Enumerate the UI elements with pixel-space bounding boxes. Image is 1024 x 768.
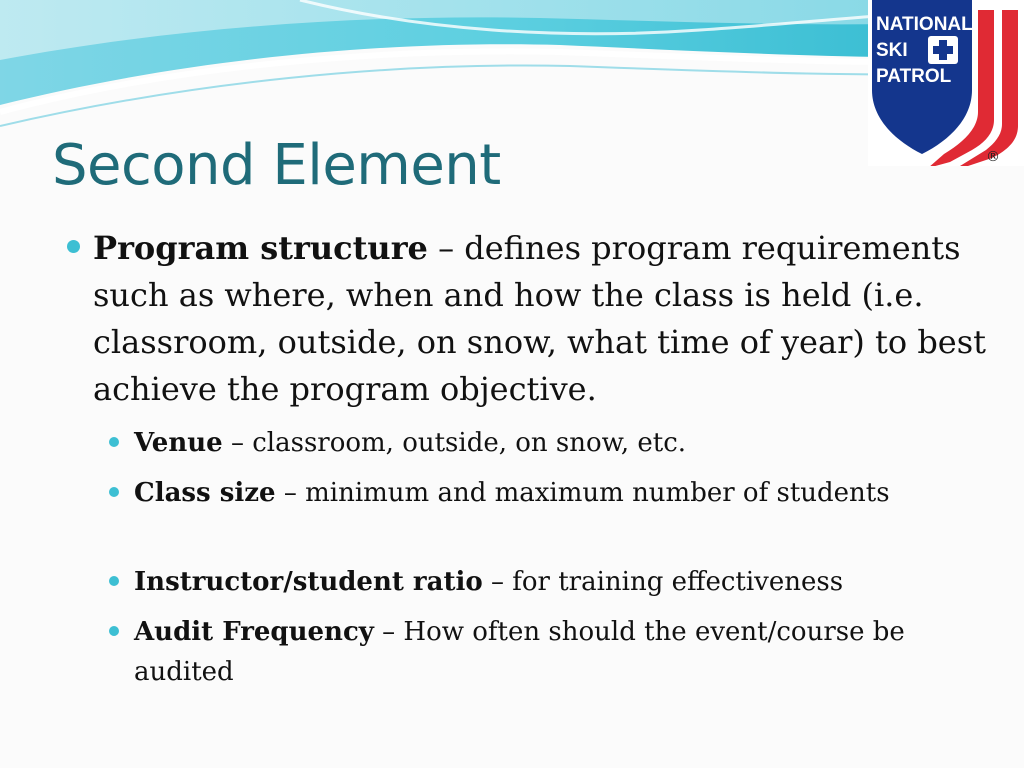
sub-bullet-dot-icon — [109, 437, 119, 447]
sub-bullet-term: Class size — [134, 478, 276, 508]
sub-bullet-class-size — [134, 473, 984, 513]
sub-bullet-term: Instructor/student ratio — [134, 567, 483, 597]
sub-bullet-term: Venue — [134, 428, 223, 458]
sub-bullet-dot-icon — [109, 576, 119, 586]
bullet-text: – defines program requirements such as where, when and how the class is held (i.e. classroom, outside, on snow, what time of year) to best achieve the program objective. — [93, 229, 987, 408]
sub-bullet-text: – for training effectiveness — [482, 567, 844, 597]
logo-line-1: NATIONAL — [876, 14, 973, 35]
bullet-program-structure — [93, 225, 993, 413]
slide-title: Second Element — [52, 133, 501, 198]
sub-bullet-dot-icon — [109, 626, 119, 636]
bullet-term: Program structure — [93, 229, 428, 267]
sub-bullet-venue — [134, 423, 984, 463]
logo-line-2: SKI — [876, 40, 908, 61]
sub-bullet-text: – How often should the event/course be audited — [134, 617, 905, 687]
registered-mark: ® — [986, 149, 1000, 165]
sub-bullet-instructor-ratio — [134, 562, 984, 602]
bullet-dot-icon — [67, 240, 80, 253]
sub-bullet-text: – minimum and maximum number of students — [275, 478, 890, 508]
sub-bullet-term: Audit Frequency — [134, 617, 374, 647]
sub-bullet-dot-icon — [109, 487, 119, 497]
logo-line-3: PATROL — [876, 66, 952, 87]
sub-bullet-audit-frequency — [134, 612, 984, 692]
sub-bullet-text: – classroom, outside, on snow, etc. — [222, 428, 687, 458]
